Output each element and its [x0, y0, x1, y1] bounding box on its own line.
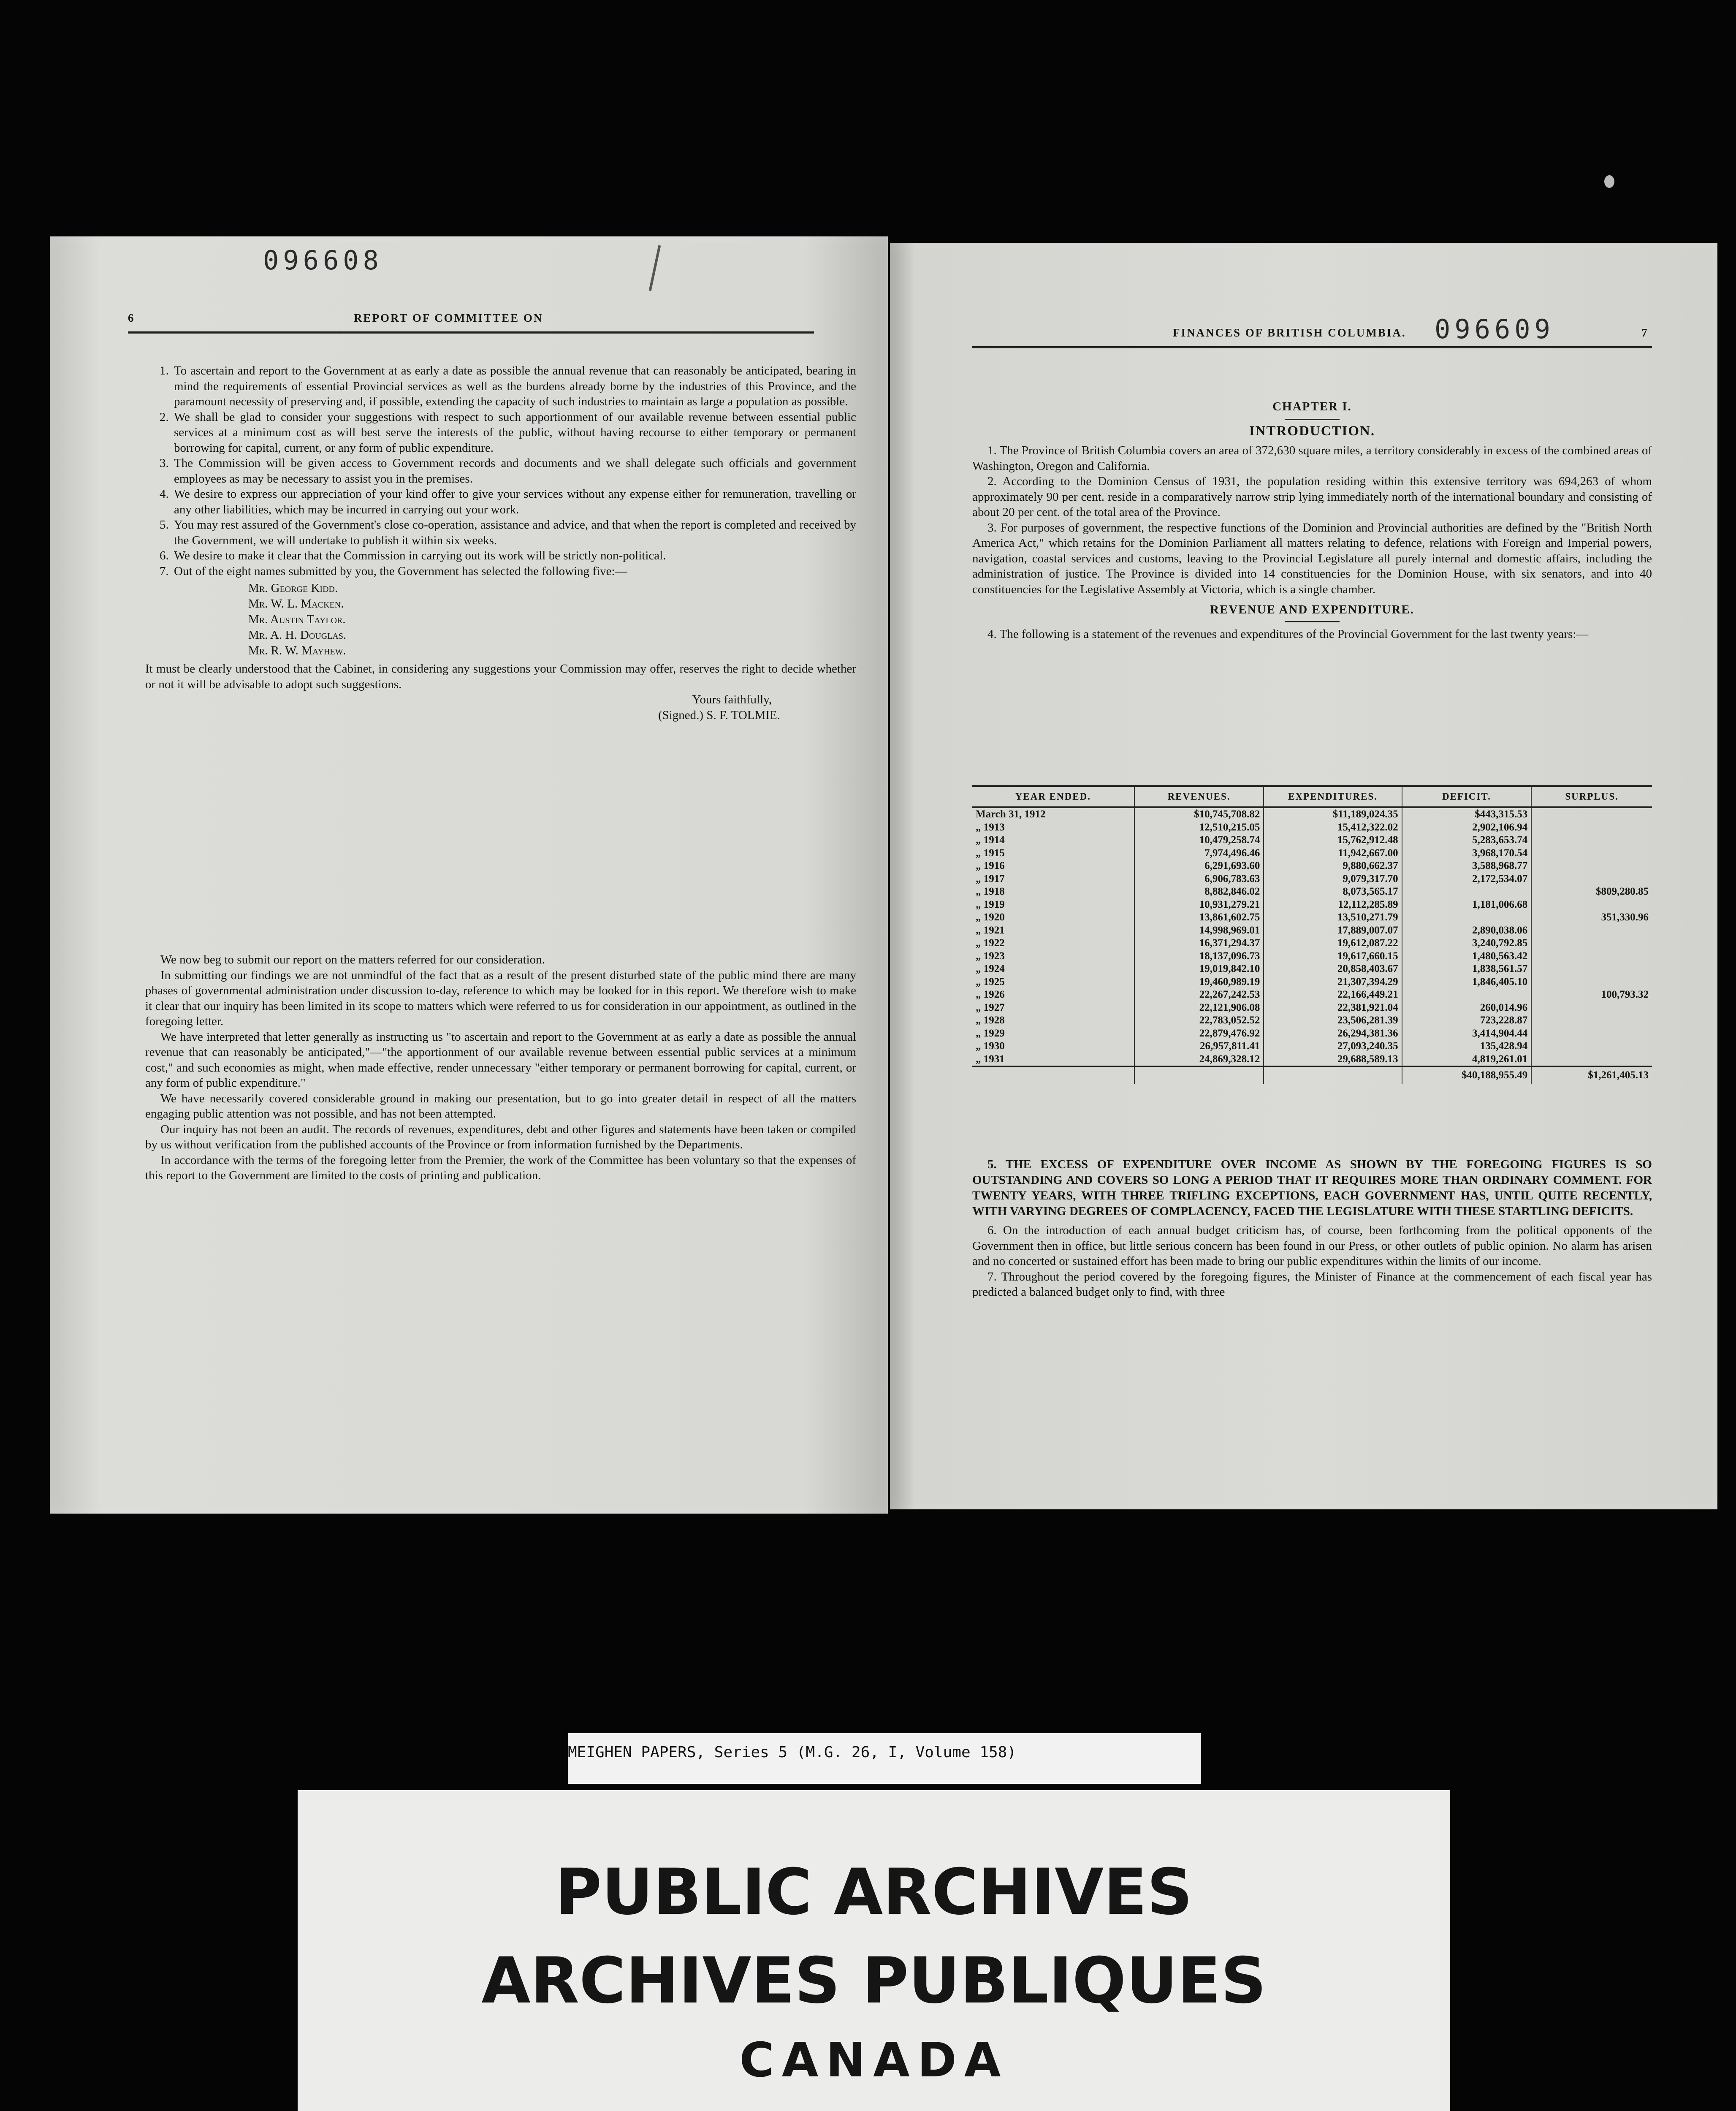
archives-card: [298, 1790, 1450, 2111]
year-cell: „ 1931: [976, 1053, 1005, 1065]
column-header: SURPLUS.: [1531, 786, 1652, 807]
table-row: [972, 834, 1652, 847]
year-cell: „ 1927: [976, 1001, 1005, 1013]
table-row: [972, 807, 1652, 821]
value-cell: 13,510,271.79: [1264, 911, 1402, 924]
total-cell: [1264, 1066, 1402, 1084]
letter-item: 4. We desire to express our appreciation of your kind offer to give your services without any expense either for remuneration, travelling or any other liabilities, which may be incurred in carrying out your work.: [160, 487, 856, 516]
commentary: [972, 1157, 1652, 1300]
letter-item: 2. We shall be glad to consider your suggestions with respect to such apportionment of our available revenue between essential public services at a minimum cost as will best serve the interests of the public, without having recourse to either temporary or permanent borrowing for capital, current, or any form of public expenditure.: [160, 410, 856, 455]
total-cell: [972, 1066, 1134, 1084]
value-cell: [1531, 821, 1652, 834]
value-cell: [1531, 847, 1652, 860]
year-cell: „ 1922: [976, 937, 1005, 949]
value-cell: 11,942,667.00: [1264, 847, 1402, 860]
value-cell: [1531, 950, 1652, 963]
column-header: EXPENDITURES.: [1264, 786, 1402, 807]
value-cell: 2,902,106.94: [1402, 821, 1532, 834]
value-cell: 9,079,317.70: [1264, 873, 1402, 886]
value-cell: $809,280.85: [1531, 885, 1652, 898]
paragraph: 3. For purposes of government, the respective functions of the Dominion and Provincial authorities are defined by the "British North America Act," which retains for the Dominion Parliament all matters relating to defence, relations with Foreign and Imperial powers, navigation, coastal services and customs, leaving to the Provincial Legislature all purely internal and domestic affairs, including the administration of justice. The Province is divided into 14 constituencies for the Dominion House, with six senators, and into 40 constituencies for the Legislative Assembly at Victoria, which is a single chamber.: [972, 521, 1652, 596]
value-cell: 3,240,792.85: [1402, 937, 1532, 950]
running-head: REPORT OF COMMITTEE ON: [354, 312, 543, 324]
year-cell: „ 1915: [976, 847, 1005, 859]
value-cell: [1531, 873, 1652, 886]
table-row: [972, 821, 1652, 834]
totals-row: [972, 1066, 1652, 1084]
value-cell: 2,172,534.07: [1402, 873, 1532, 886]
table-row: [972, 1053, 1652, 1066]
value-cell: 13,861,602.75: [1134, 911, 1264, 924]
value-cell: 22,381,921.04: [1264, 1001, 1402, 1015]
year-cell: „ 1930: [976, 1040, 1005, 1052]
value-cell: 19,460,989.19: [1134, 976, 1264, 989]
value-cell: 10,479,258.74: [1134, 834, 1264, 847]
paragraph: 4. The following is a statement of the revenues and expenditures of the Provincial Government for the last twenty years:—: [987, 627, 1589, 641]
table-row: [972, 860, 1652, 873]
value-cell: 8,073,565.17: [1264, 885, 1402, 898]
value-cell: 100,793.32: [1531, 988, 1652, 1001]
value-cell: 135,428.94: [1402, 1040, 1532, 1053]
paragraph: 2. According to the Dominion Census of 1931, the population residing within this extensive territory was 694,263 of whom approximately 90 per cent. reside in a comparatively narrow strip lying immediately north of the international boundary and consisting of about 20 per cent. of the total area of the Province.: [972, 475, 1652, 519]
value-cell: 22,879,476.92: [1134, 1027, 1264, 1040]
letter-item: 1. To ascertain and report to the Government at as early a date as possible the annual revenue that can reasonably be anticipated, bearing in mind the requirements of essential Provincial services as well as the burdens already borne by the industries of this Province, and the paramount necessity of preserving and, if possible, extending the capacity of such industries to maintain as large a population as possible.: [160, 364, 856, 408]
archives-line-french: ARCHIVES PUBLIQUES: [481, 1944, 1267, 2018]
value-cell: [1531, 807, 1652, 821]
value-cell: 9,880,662.37: [1264, 860, 1402, 873]
column-header: DEFICIT.: [1402, 786, 1532, 807]
value-cell: 16,371,294.37: [1134, 937, 1264, 950]
header-rule: [128, 331, 814, 334]
value-cell: [1531, 898, 1652, 912]
page-number: 6: [128, 312, 135, 324]
title-rule: [1285, 419, 1340, 420]
introduction: [972, 399, 1652, 642]
value-cell: 26,294,381.36: [1264, 1027, 1402, 1040]
table-row: [972, 1014, 1652, 1027]
table-row: [972, 873, 1652, 886]
finance-table-wrap: [972, 785, 1652, 1084]
value-cell: [1531, 834, 1652, 847]
table-row: [972, 976, 1652, 989]
year-cell: „ 1925: [976, 976, 1005, 988]
table-row: [972, 911, 1652, 924]
closing: Yours faithfully,: [692, 693, 772, 706]
paragraph: 1. The Province of British Columbia covers an area of 372,630 square miles, a territory considerably in excess of the combined areas of Washington, Oregon and California.: [972, 444, 1652, 473]
value-cell: 3,968,170.54: [1402, 847, 1532, 860]
table-row: [972, 1001, 1652, 1015]
chapter-title: CHAPTER I.: [1272, 400, 1352, 413]
year-cell: „ 1918: [976, 886, 1005, 898]
page-stamp: 096609: [1435, 314, 1554, 345]
collection-label: [568, 1733, 1201, 1784]
value-cell: [1402, 988, 1532, 1001]
value-cell: 1,181,006.68: [1402, 898, 1532, 912]
column-header: YEAR ENDED.: [972, 786, 1134, 807]
letter-item: 7. Out of the eight names submitted by you, the Government has selected the following five:—: [160, 564, 627, 578]
value-cell: [1531, 860, 1652, 873]
value-cell: 23,506,281.39: [1264, 1014, 1402, 1027]
section-title: INTRODUCTION.: [1249, 423, 1375, 439]
name-entry: Mr. Austin Taylor.: [248, 613, 346, 626]
table-row: [972, 950, 1652, 963]
letter-body: [145, 363, 856, 723]
finance-table: [972, 785, 1652, 1084]
page-number: 7: [1641, 326, 1649, 339]
value-cell: 22,267,242.53: [1134, 988, 1264, 1001]
value-cell: 20,858,403.67: [1264, 963, 1402, 976]
paragraph: We have interpreted that letter generally as instructing us "to ascertain and report to the Government at as early a date as possible the annual revenue that can reasonably be anticipated,"—"the apportionment of our available revenue between essential public services at a minimum cost," and such economies as might, when made effective, render unnecessary "either temporary or permanent borrowing for capital, current, or any form of public expenditure.": [145, 1030, 856, 1090]
year-cell: „ 1916: [976, 860, 1005, 872]
value-cell: [1531, 1040, 1652, 1053]
value-cell: 24,869,328.12: [1134, 1053, 1264, 1066]
cabinet-note: It must be clearly understood that the Cabinet, in considering any suggestions your Commission may offer, reserves the right to decide whether or not it will be advisable to adopt such suggestions.: [145, 662, 856, 691]
year-cell: „ 1924: [976, 963, 1005, 975]
table-row: [972, 885, 1652, 898]
value-cell: 3,414,904.44: [1402, 1027, 1532, 1040]
paragraph: Our inquiry has not been an audit. The records of revenues, expenditures, debt and other figures and statements have been taken or compiled by us without verification from the published accounts of the Province or from information furnished by the Departments.: [145, 1122, 856, 1151]
total-cell: $1,261,405.13: [1531, 1066, 1652, 1084]
value-cell: 21,307,394.29: [1264, 976, 1402, 989]
value-cell: 15,412,322.02: [1264, 821, 1402, 834]
value-cell: 723,228.87: [1402, 1014, 1532, 1027]
value-cell: [1531, 976, 1652, 989]
year-cell: „ 1919: [976, 898, 1005, 910]
value-cell: $443,315.53: [1402, 807, 1532, 821]
value-cell: 3,588,968.77: [1402, 860, 1532, 873]
value-cell: 1,480,563.42: [1402, 950, 1532, 963]
value-cell: 22,121,906.08: [1134, 1001, 1264, 1015]
archives-line-country: CANADA: [739, 2033, 1009, 2088]
name-entry: Mr. W. L. Macken.: [248, 597, 344, 611]
value-cell: 14,998,969.01: [1134, 924, 1264, 937]
table-row: [972, 847, 1652, 860]
collection-label-text: MEIGHEN PAPERS, Series 5 (M.G. 26, I, Volume 158): [568, 1744, 1017, 1761]
pencil-mark: [649, 245, 661, 291]
section-title: REVENUE AND EXPENDITURE.: [1210, 603, 1414, 616]
year-cell: „ 1920: [976, 912, 1005, 923]
value-cell: 4,819,261.01: [1402, 1053, 1532, 1066]
value-cell: 351,330.96: [1531, 911, 1652, 924]
year-cell: „ 1926: [976, 989, 1005, 1001]
value-cell: $10,745,708.82: [1134, 807, 1264, 821]
year-cell: „ 1921: [976, 924, 1005, 936]
report-intro: [145, 952, 856, 1183]
value-cell: 27,093,240.35: [1264, 1040, 1402, 1053]
table-row: [972, 1027, 1652, 1040]
running-head: FINANCES OF BRITISH COLUMBIA.: [1173, 326, 1406, 339]
table-header-row: [972, 786, 1652, 807]
value-cell: 7,974,496.46: [1134, 847, 1264, 860]
speck-mark: [1604, 175, 1614, 188]
value-cell: 10,931,279.21: [1134, 898, 1264, 912]
page-stamp: 096608: [263, 245, 383, 276]
signature: (Signed.) S. F. TOLMIE.: [658, 708, 780, 722]
value-cell: 19,019,842.10: [1134, 963, 1264, 976]
table-row: [972, 937, 1652, 950]
year-cell: „ 1923: [976, 950, 1005, 962]
value-cell: 22,166,449.21: [1264, 988, 1402, 1001]
value-cell: 1,846,405.10: [1402, 976, 1532, 989]
value-cell: 5,283,653.74: [1402, 834, 1532, 847]
header-rule: [972, 346, 1652, 348]
value-cell: 22,783,052.52: [1134, 1014, 1264, 1027]
letter-item: 3. The Commission will be given access to Government records and documents and we shall delegate such officials and government employees as may be necessary to assist you in the premises.: [160, 456, 856, 486]
total-cell: $40,188,955.49: [1402, 1066, 1532, 1084]
year-cell: March 31, 1912: [976, 809, 1046, 820]
value-cell: [1402, 885, 1532, 898]
year-cell: „ 1917: [976, 873, 1005, 885]
value-cell: [1531, 963, 1652, 976]
archives-line-english: PUBLIC ARCHIVES: [555, 1856, 1193, 1929]
paragraph: In submitting our findings we are not unmindful of the fact that as a result of the present disturbed state of the public mind there are many phases of governmental administration under discussion to-day, reference to which may be looked for in this report. We therefore wish to make it clear that our inquiry has been limited in its scope to matters which were referred to us for consideration in our appointment, as outlined in the foregoing letter.: [145, 968, 856, 1028]
letter-item: 5. You may rest assured of the Government's close co-operation, assistance and advice, and that when the report is completed and received by the Government, we will undertake to publish it within six weeks.: [160, 518, 856, 547]
name-entry: Mr. R. W. Mayhew.: [248, 644, 346, 657]
value-cell: 8,882,846.02: [1134, 885, 1264, 898]
paragraph: In accordance with the terms of the foregoing letter from the Premier, the work of the Committee has been voluntary so that the expenses of this report to the Government are limited to the costs of printing and publication.: [145, 1153, 856, 1182]
value-cell: 12,112,285.89: [1264, 898, 1402, 912]
paragraph: 5. THE EXCESS OF EXPENDITURE OVER INCOME AS SHOWN BY THE FOREGOING FIGURES IS SO OUTSTANDING AND COVERS SO LONG A PERIOD THAT IT REQUIRES MORE THAN ORDINARY COMMENT. FOR TWENTY YEARS, WITH THREE TRIFLING EXCEPTIONS, EACH GOVERNMENT HAS, UNTIL QUITE RECENTLY, WITH VARYING DEGREES OF COMPLACENCY, FACED THE LEGISLATURE WITH THESE STARTLING DEFICITS.: [972, 1158, 1652, 1218]
letter-item: 6. We desire to make it clear that the Commission in carrying out its work will be strictly non-political.: [160, 549, 666, 562]
value-cell: $11,189,024.35: [1264, 807, 1402, 821]
value-cell: 19,612,087.22: [1264, 937, 1402, 950]
value-cell: 18,137,096.73: [1134, 950, 1264, 963]
value-cell: [1531, 1027, 1652, 1040]
value-cell: 19,617,660.15: [1264, 950, 1402, 963]
value-cell: [1531, 937, 1652, 950]
value-cell: 6,906,783.63: [1134, 873, 1264, 886]
table-row: [972, 963, 1652, 976]
value-cell: 6,291,693.60: [1134, 860, 1264, 873]
value-cell: 2,890,038.06: [1402, 924, 1532, 937]
year-cell: „ 1928: [976, 1015, 1005, 1026]
paragraph: We now beg to submit our report on the matters referred for our consideration.: [160, 953, 545, 966]
value-cell: 15,762,912.48: [1264, 834, 1402, 847]
value-cell: [1531, 1014, 1652, 1027]
name-entry: Mr. George Kidd.: [248, 581, 338, 595]
value-cell: 12,510,215.05: [1134, 821, 1264, 834]
year-cell: „ 1913: [976, 821, 1005, 833]
value-cell: [1531, 924, 1652, 937]
table-row: [972, 988, 1652, 1001]
paragraph: 7. Throughout the period covered by the foregoing figures, the Minister of Finance at the commencement of each fiscal year has predicted a balanced budget only to find, with three: [972, 1270, 1652, 1299]
value-cell: 29,688,589.13: [1264, 1053, 1402, 1066]
paragraph: 6. On the introduction of each annual budget criticism has, of course, been forthcoming from the political opponents of the Government then in office, but little serious concern has been found in our Press, or other outlets of public opinion. No alarm has arisen and no concerted or sustained effort has been made to bring our public expenditures within the limits of our income.: [972, 1224, 1652, 1268]
table-row: [972, 1040, 1652, 1053]
value-cell: 1,838,561.57: [1402, 963, 1532, 976]
value-cell: [1531, 1001, 1652, 1015]
total-cell: [1134, 1066, 1264, 1084]
title-rule: [1285, 621, 1340, 622]
value-cell: [1402, 911, 1532, 924]
names-list: [248, 581, 856, 659]
year-cell: „ 1914: [976, 834, 1005, 846]
value-cell: 260,014.96: [1402, 1001, 1532, 1015]
year-cell: „ 1929: [976, 1027, 1005, 1039]
right-page: [890, 243, 1717, 1509]
name-entry: Mr. A. H. Douglas.: [248, 628, 347, 642]
paragraph: We have necessarily covered considerable ground in making our presentation, but to go into greater detail in respect of all the matters engaging public attention was not possible, and has not been attempted.: [145, 1091, 856, 1121]
value-cell: [1531, 1053, 1652, 1066]
column-header: REVENUES.: [1134, 786, 1264, 807]
value-cell: 26,957,811.41: [1134, 1040, 1264, 1053]
table-row: [972, 898, 1652, 912]
table-row: [972, 924, 1652, 937]
value-cell: 17,889,007.07: [1264, 924, 1402, 937]
left-page: [50, 236, 888, 1514]
